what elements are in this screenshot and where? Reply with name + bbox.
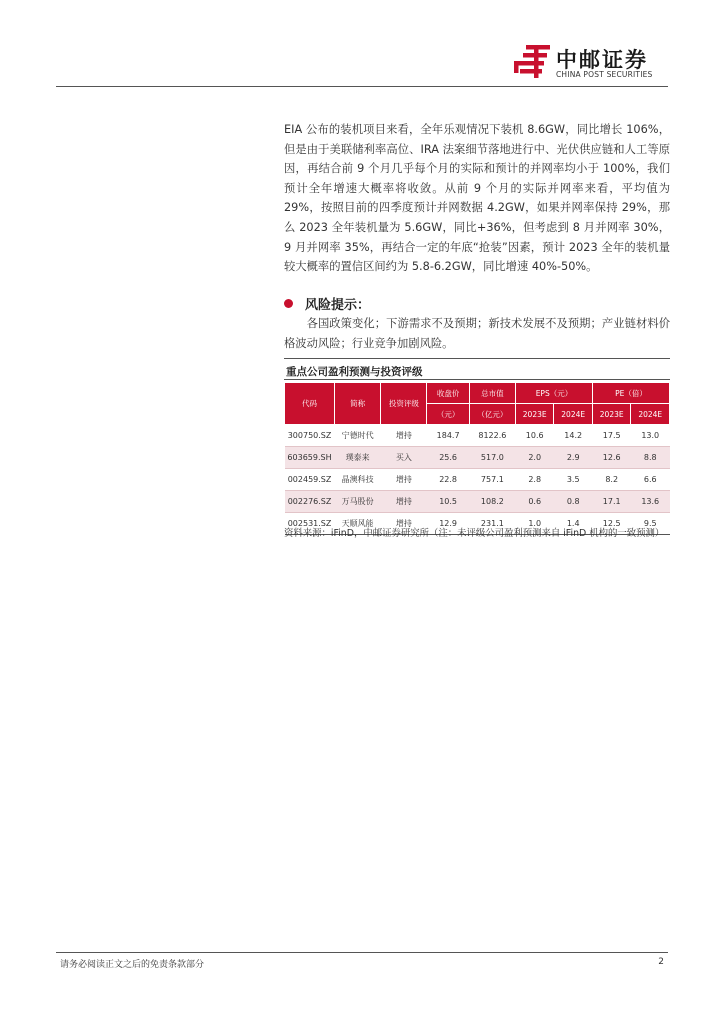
footer-disclaimer: 请务必阅读正文之后的免责条款部分 bbox=[60, 960, 205, 970]
cell-mktcap: 8122.6 bbox=[469, 425, 515, 447]
logo-chinese-name: 中邮证券 bbox=[556, 48, 648, 72]
cell-name: 晶澳科技 bbox=[335, 469, 381, 491]
table-top-divider bbox=[284, 358, 670, 359]
cell-pe-2023: 8.2 bbox=[592, 469, 631, 491]
forecast-table bbox=[284, 382, 670, 535]
cell-price: 12.9 bbox=[427, 513, 469, 535]
cell-pe-2024: 9.5 bbox=[631, 513, 670, 535]
table-header-row bbox=[285, 383, 670, 404]
cell-pe-2024: 13.6 bbox=[631, 491, 670, 513]
header-divider bbox=[56, 86, 668, 87]
cell-pe-2024: 8.8 bbox=[631, 447, 670, 469]
cell-rating: 买入 bbox=[381, 447, 427, 469]
cell-price: 25.6 bbox=[427, 447, 469, 469]
page-number: 2 bbox=[658, 957, 664, 967]
table-title: 重点公司盈利预测与投资评级 bbox=[286, 366, 423, 378]
bullet-icon bbox=[284, 299, 293, 308]
cell-price: 22.8 bbox=[427, 469, 469, 491]
cell-mktcap: 757.1 bbox=[469, 469, 515, 491]
body-paragraph: EIA 公布的装机项目来看，全年乐观情况下装机 8.6GW，同比增长 106%，但是由于美联储利率高位、IRA 法案细节落地进行中、光伏供应链和人工等原因，再结合前 9 个月几乎每个月的实际和预计的并网率均小于 100%，我们预计全年增速大概率将收敛。从前 9 个月的实际并网率来看，平均值为 29%，按照目前的四季度预计并网数据 4.2GW，如果并网率保持 29%，那么 2023 全年装机量为 5.6GW，同比+36%，但考虑到 8 月并网率 30%，9 月并网率 35%，再结合一定的年底“抢装”因素，预计 2023 全年的装机量较大概率的置信区间约为 5.8-6.2GW，同比增速 40%-50%。 bbox=[284, 123, 670, 274]
cell-eps-2024: 2.9 bbox=[554, 447, 593, 469]
cell-pe-2024: 6.6 bbox=[631, 469, 670, 491]
table-source-note: 资料来源：iFinD，中邮证券研究所（注：未评级公司盈利预测来自 iFinD 机构的一致预测） bbox=[284, 528, 665, 539]
cell-name: 天顺风能 bbox=[335, 513, 381, 535]
cell-rating: 增持 bbox=[381, 469, 427, 491]
logo-english-name: CHINA POST SECURITIES bbox=[556, 70, 653, 79]
cell-rating: 增持 bbox=[381, 425, 427, 447]
cell-mktcap: 517.0 bbox=[469, 447, 515, 469]
cell-code: 002276.SZ bbox=[285, 491, 335, 513]
cell-pe-2024: 13.0 bbox=[631, 425, 670, 447]
risk-heading bbox=[284, 294, 370, 313]
cell-eps-2024: 1.4 bbox=[554, 513, 593, 535]
header-pe-2023: 2023E bbox=[592, 404, 631, 425]
header-eps-2023: 2023E bbox=[515, 404, 554, 425]
cell-pe-2023: 12.6 bbox=[592, 447, 631, 469]
cell-name: 宁德时代 bbox=[335, 425, 381, 447]
body-section bbox=[284, 120, 670, 277]
cell-eps-2023: 2.0 bbox=[515, 447, 554, 469]
cell-code: 002459.SZ bbox=[285, 469, 335, 491]
table-row bbox=[285, 425, 670, 447]
footer-divider bbox=[56, 952, 668, 953]
cell-mktcap: 231.1 bbox=[469, 513, 515, 535]
cell-pe-2023: 12.5 bbox=[592, 513, 631, 535]
header-rating: 投资评级 bbox=[381, 383, 427, 425]
header-mktcap-unit: （亿元） bbox=[469, 404, 515, 425]
header-price: 收盘价 bbox=[427, 383, 469, 404]
cell-eps-2024: 14.2 bbox=[554, 425, 593, 447]
header-pe-2024: 2024E bbox=[631, 404, 670, 425]
china-post-logo-icon bbox=[512, 42, 552, 80]
cell-name: 万马股份 bbox=[335, 491, 381, 513]
cell-eps-2023: 10.6 bbox=[515, 425, 554, 447]
header-eps-2024: 2024E bbox=[554, 404, 593, 425]
cell-pe-2023: 17.1 bbox=[592, 491, 631, 513]
cell-name: 璞泰来 bbox=[335, 447, 381, 469]
risk-heading-label: 风险提示： bbox=[305, 298, 371, 313]
header-mktcap: 总市值 bbox=[469, 383, 515, 404]
cell-price: 184.7 bbox=[427, 425, 469, 447]
cell-price: 10.5 bbox=[427, 491, 469, 513]
table-title-divider bbox=[284, 379, 670, 380]
cell-eps-2024: 0.8 bbox=[554, 491, 593, 513]
header-price-unit: （元） bbox=[427, 404, 469, 425]
cell-eps-2023: 1.0 bbox=[515, 513, 554, 535]
company-logo bbox=[512, 42, 672, 82]
cell-rating: 增持 bbox=[381, 513, 427, 535]
header-code: 代码 bbox=[285, 383, 335, 425]
table-row bbox=[285, 491, 670, 513]
risk-text: 各国政策变化；下游需求不及预期；新技术发展不及预期；产业链材料价格波动风险；行业竞争加剧风险。 bbox=[284, 317, 670, 350]
cell-code: 603659.SH bbox=[285, 447, 335, 469]
cell-eps-2023: 2.8 bbox=[515, 469, 554, 491]
cell-code: 300750.SZ bbox=[285, 425, 335, 447]
cell-eps-2024: 3.5 bbox=[554, 469, 593, 491]
cell-mktcap: 108.2 bbox=[469, 491, 515, 513]
cell-pe-2023: 17.5 bbox=[592, 425, 631, 447]
table-row bbox=[285, 447, 670, 469]
table-row bbox=[285, 469, 670, 491]
cell-eps-2023: 0.6 bbox=[515, 491, 554, 513]
header-pe: PE（倍） bbox=[592, 383, 669, 404]
header-eps: EPS（元） bbox=[515, 383, 592, 404]
header-name: 简称 bbox=[335, 383, 381, 425]
cell-code: 002531.SZ bbox=[285, 513, 335, 535]
cell-rating: 增持 bbox=[381, 491, 427, 513]
